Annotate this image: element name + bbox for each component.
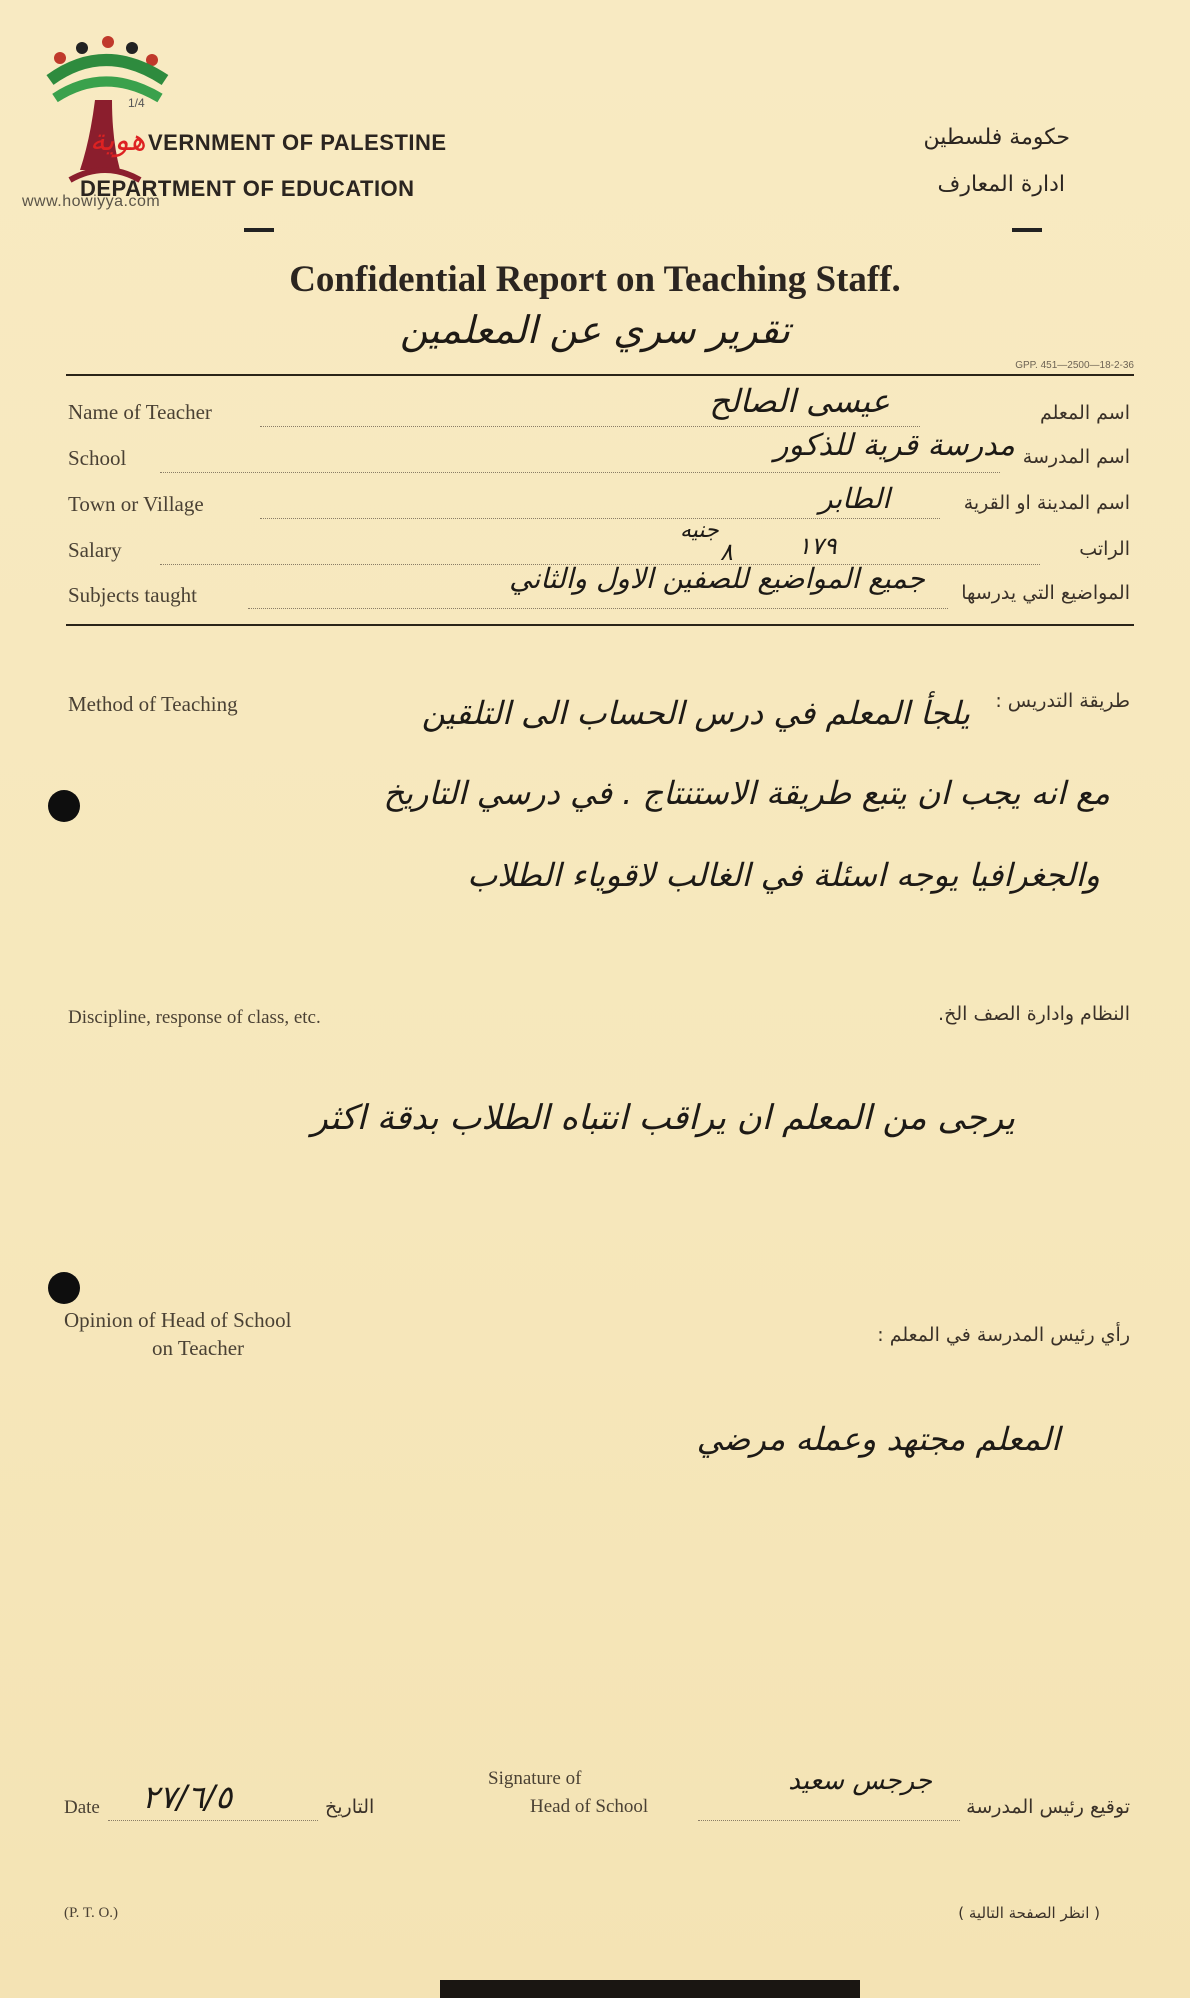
scan-edge-shadow: [440, 1980, 860, 1998]
discipline-label: Discipline, response of class, etc.: [68, 1007, 321, 1028]
opinion-label-2: on Teacher: [152, 1336, 245, 1360]
teacher-name-line: [260, 426, 920, 427]
report-title: Confidential Report on Teaching Staff.: [289, 259, 901, 300]
school-line: [160, 472, 1000, 473]
opinion-text: المعلم مجتهد وعمله مرضي: [696, 1420, 1060, 1458]
salary-label-ar: الراتب: [1079, 538, 1130, 560]
opinion-label-1: Opinion of Head of School: [64, 1308, 292, 1332]
method-text-line3: والجغرافيا يوجه اسئلة في الغالب لاقوياء الطلاب: [467, 856, 1100, 894]
punch-hole-lower: [48, 1272, 80, 1304]
pto-label: (P. T. O.): [64, 1905, 119, 1921]
signature-label-2: Head of School: [530, 1796, 649, 1817]
school-label-ar: اسم المدرسة: [1022, 446, 1130, 468]
date-label: Date: [64, 1797, 100, 1818]
header-dash-left: [244, 228, 274, 232]
subjects-label-ar: المواضيع التي يدرسها: [961, 582, 1130, 604]
town-label: Town or Village: [68, 492, 204, 516]
logo-url: www.howiyya.com: [22, 193, 161, 210]
teacher-name-label: Name of Teacher: [68, 400, 212, 424]
subjects-line: [248, 608, 948, 609]
salary-amount-2: ١٧٩: [798, 532, 837, 560]
pto-label-ar: ( انظر الصفحة التالية ): [958, 1904, 1100, 1922]
town-label-ar: اسم المدينة او القرية: [963, 492, 1130, 514]
method-text-line2: مع انه يجب ان يتبع طريقة الاستنتاج . في درسي التاريخ: [383, 774, 1110, 812]
logo-figures: [50, 36, 165, 180]
discipline-label-ar: النظام وادارة الصف الخ.: [938, 1003, 1130, 1025]
department-heading: DEPARTMENT OF EDUCATION: [80, 176, 415, 201]
method-label: Method of Teaching: [68, 692, 238, 716]
town-value: الطابر: [818, 482, 890, 515]
header-dash-right: [1012, 228, 1042, 232]
salary-amount: ٨: [720, 538, 733, 566]
top-rule: [66, 374, 1134, 376]
teacher-name-label-ar: اسم المعلم: [1039, 402, 1130, 424]
fields-bottom-rule: [66, 624, 1134, 626]
subjects-label: Subjects taught: [68, 583, 197, 607]
method-label-ar: طريقة التدريس :: [995, 690, 1130, 712]
signature-line: [698, 1820, 960, 1821]
report-title-ar: تقرير سري عن المعلمين: [399, 308, 791, 352]
date-line: [108, 1820, 318, 1821]
teacher-name-value: عيسى الصالح: [709, 382, 890, 420]
government-heading: VERNMENT OF PALESTINE: [148, 130, 447, 155]
date-label-ar: التاريخ: [325, 1796, 375, 1818]
town-line: [260, 518, 940, 519]
school-value: مدرسة قرية للذكور: [773, 428, 1015, 463]
date-value: ٢٧/٦/٥: [142, 1778, 233, 1816]
signature-value: جرجس سعيد: [788, 1766, 932, 1796]
school-label: School: [68, 446, 127, 470]
logo-wordmark: هوية: [90, 123, 146, 158]
signature-label-ar: توقيع رئيس المدرسة: [966, 1796, 1130, 1818]
form-number: 1/4: [128, 96, 145, 110]
opinion-label-ar: رأي رئيس المدرسة في المعلم :: [877, 1324, 1130, 1346]
print-code: GPP. 451—2500—18-2-36: [1015, 360, 1134, 371]
government-heading-ar: حكومة فلسطين: [923, 125, 1070, 150]
discipline-text: يرجى من المعلم ان يراقب انتباه الطلاب بدقة اكثر: [311, 1098, 1015, 1138]
subjects-value: جميع المواضيع للصفين الاول والثاني: [509, 562, 925, 595]
punch-hole-upper: [48, 790, 80, 822]
salary-label: Salary: [68, 538, 122, 562]
department-heading-ar: ادارة المعارف: [937, 172, 1065, 197]
signature-label-1: Signature of: [488, 1768, 582, 1789]
salary-unit: جنيه: [680, 518, 719, 543]
method-text-line1: يلجأ المعلم في درس الحساب الى التلقين: [421, 694, 970, 732]
